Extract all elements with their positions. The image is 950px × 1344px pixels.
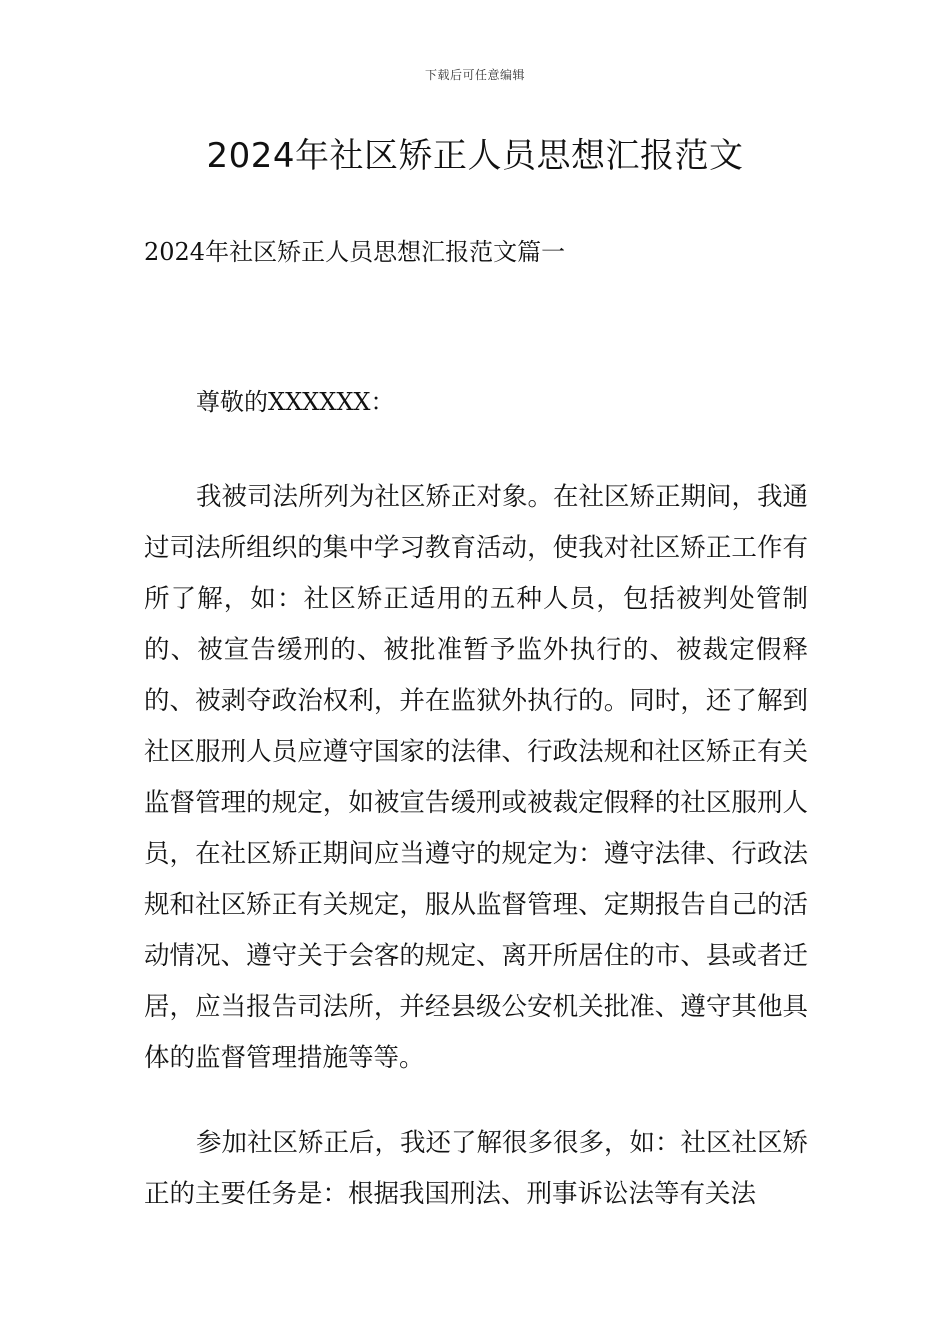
header-note: 下载后可任意编辑 — [424, 68, 525, 82]
body-paragraph: 参加社区矫正后，我还了解很多很多，如：社区社区矫正的主要任务是：根据我国刑法、刑事诉讼法等有关法 — [144, 1128, 809, 1209]
body-paragraph: 我被司法所列为社区矫正对象。在社区矫正期间，我通过司法所组织的集中学习教育活动，使我对社区矫正工作有所了解，如：社区矫正适用的五种人员，包括被判处管制的、被宣告缓刑的、被批准暂予监外执行的、被裁定假释的、被剥夺政治权利，并在监狱外执行的。同时，还了解到社区服刑人员应遵守国家的法律、行政法规和社区矫正有关监督管理的规定，如被宣告缓刑或被裁定假释的社区服刑人员，在社区矫正期间应当遵守的规定为：遵守法律、行政法规和社区矫正有关规定，服从监督管理、定期报告自己的活动情况、遵守关于会客的规定、离开所居住的市、县或者迁居，应当报告司法所，并经县级公安机关批准、遵守其他具体的监督管理措施等等。 — [144, 482, 809, 1073]
document-subtitle: 2024年社区矫正人员思想汇报范文篇一 — [144, 238, 566, 266]
salutation: 尊敬的XXXXXX： — [196, 388, 395, 416]
document-title: 2024年社区矫正人员思想汇报范文 — [206, 136, 744, 176]
